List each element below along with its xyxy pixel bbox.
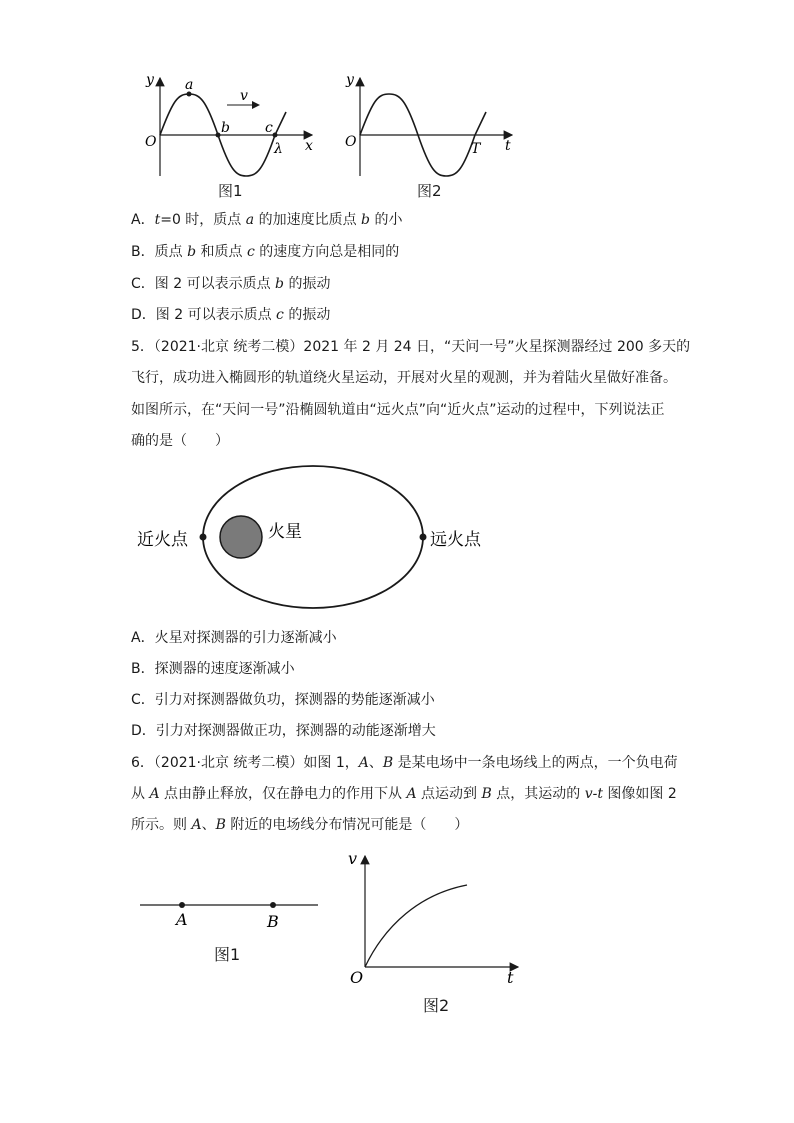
q5-stem-line-3: 如图所示，在“天问一号”沿椭圆轨道由“远火点”向“近火点”运动的过程中，下列说法正 (131, 402, 665, 418)
q4-option-c: C．图 2 可以表示质点 b 的振动 (131, 276, 331, 292)
svg-text:v: v (348, 849, 358, 868)
svg-text:t: t (507, 968, 514, 987)
svg-text:O: O (345, 134, 357, 150)
svg-text:b: b (221, 120, 230, 136)
q5-option-b: B．探测器的速度逐渐减小 (131, 661, 295, 677)
mars-orbit-figure (130, 465, 500, 615)
apogee-point (420, 534, 427, 541)
svg-text:y: y (146, 72, 154, 88)
svg-text:c: c (265, 120, 273, 136)
vt-graph-figure-2 (340, 850, 530, 990)
point-b-label: B (267, 912, 279, 931)
svg-text:a: a (185, 77, 194, 93)
q5-stem-line-2: 飞行，成功进入椭圆形的轨道绕火星运动，开展对火星的观测，并为着陆火星做好准备。 (131, 370, 677, 386)
perigee-label: 近火点 (137, 530, 188, 550)
point-a-label: A (176, 910, 188, 929)
svg-text:O: O (145, 134, 157, 150)
wave-figure-1 (140, 68, 325, 183)
vt-curve (365, 885, 467, 967)
q5-stem-line-4: 确的是（ ） (131, 433, 229, 449)
q6-stem-line-1: 6．（2021·北京 统考二模）如图 1，A、B 是某电场中一条电场线上的两点，一个负电荷 (131, 755, 678, 771)
svg-text:λ: λ (274, 141, 283, 157)
vt-graph-figure-2-caption: 图2 (423, 996, 450, 1015)
mars-planet (220, 516, 262, 558)
wave-figure-2-caption: 图2 (417, 182, 442, 200)
svg-text:t: t (505, 138, 511, 154)
q4-option-a: A．t=0 时，质点 a 的加速度比质点 b 的小 (131, 212, 403, 228)
svg-text:y: y (346, 72, 354, 88)
q4-option-d: D．图 2 可以表示质点 c 的振动 (131, 307, 331, 323)
q6-stem-line-3: 所示。则 A、B 附近的电场线分布情况可能是（ ） (131, 817, 469, 833)
field-line-figure-1-caption: 图1 (214, 945, 241, 964)
perigee-point (200, 534, 207, 541)
wave-figure-2 (340, 68, 525, 183)
mars-label: 火星 (268, 522, 302, 542)
q5-option-d: D．引力对探测器做正功，探测器的动能逐渐增大 (131, 723, 436, 739)
svg-text:O: O (350, 968, 364, 987)
q6-stem-line-2: 从 A 点由静止释放，仅在静电力的作用下从 A 点运动到 B 点，其运动的 v-t 图像如图 2 (131, 786, 677, 802)
q4-option-b: B．质点 b 和质点 c 的速度方向总是相同的 (131, 244, 400, 260)
svg-text:x: x (305, 138, 313, 154)
svg-text:v: v (240, 88, 248, 104)
apogee-label: 远火点 (430, 530, 481, 550)
svg-text:T: T (471, 141, 481, 157)
wave-figure-1-caption: 图1 (218, 182, 243, 200)
field-line-figure-1 (138, 890, 323, 935)
q5-stem-line-1: 5．（2021·北京 统考二模）2021 年 2 月 24 日，“天问一号”火星探测器经过 200 多天的 (131, 339, 691, 355)
q5-option-a: A．火星对探测器的引力逐渐减小 (131, 630, 337, 646)
q5-option-c: C．引力对探测器做负功，探测器的势能逐渐减小 (131, 692, 435, 708)
